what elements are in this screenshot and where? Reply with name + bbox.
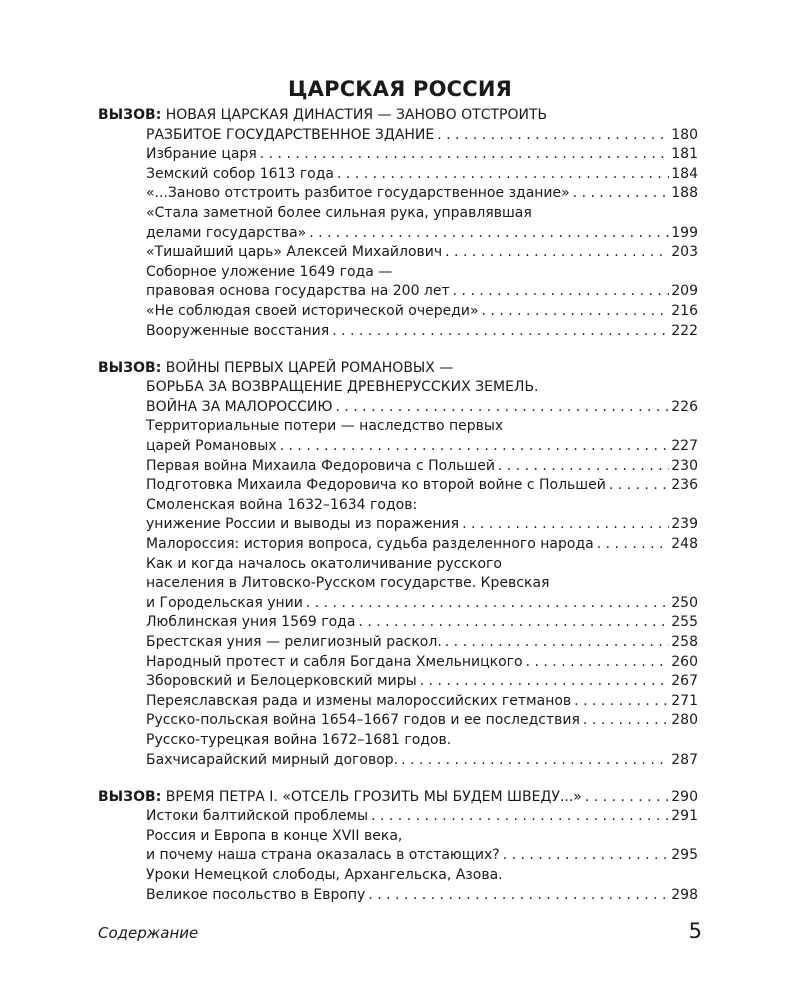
toc-entry-line [98, 653, 698, 673]
toc-page-number: 280 [671, 712, 698, 729]
toc-page-number: 203 [671, 244, 698, 261]
toc-page-number: 298 [671, 886, 698, 903]
toc-entry-line [98, 672, 698, 692]
toc-page-number: 180 [671, 126, 698, 143]
dot-leader [260, 145, 670, 165]
dot-leader [371, 807, 669, 827]
toc-entry-title: Народный протест и сабля Богдана Хмельницкого [146, 653, 523, 670]
toc-entry-line: Россия и Европа в конце XVII века, [146, 827, 403, 844]
dot-leader [401, 751, 669, 771]
toc-entry-line [98, 322, 698, 342]
toc-page-number: 271 [671, 692, 698, 709]
toc-entry-line [98, 594, 698, 614]
toc-entry-line [98, 282, 698, 302]
toc-entry-line [98, 126, 698, 146]
dot-leader [445, 633, 669, 653]
dot-leader [574, 692, 669, 712]
toc-page-number: 295 [671, 847, 698, 864]
section-heading-line [98, 378, 698, 398]
toc-entry-line [98, 457, 698, 477]
toc-page-number: 250 [671, 594, 698, 611]
toc-entry-line [98, 711, 698, 731]
toc-entry-title: Брестская уния — религиозный раскол. [146, 633, 442, 650]
toc-entry-title: Подготовка Михаила Федоровича ко второй войне с Польшей [146, 477, 606, 494]
toc-page-number: 290 [671, 788, 698, 805]
dot-leader [585, 788, 669, 808]
toc-entry-line: Как и когда началось окатоличивание русского [146, 555, 502, 572]
toc-entry-line [98, 515, 698, 535]
toc-entry-title: правовая основа государства на 200 лет [146, 283, 450, 300]
section-heading-line [98, 106, 698, 126]
toc-entry-line [98, 535, 698, 555]
toc-entry-line [98, 145, 698, 165]
challenge-label: ВЫЗОВ: [98, 107, 162, 123]
toc-page-number: 255 [671, 614, 698, 631]
toc-entry-title: Великое посольство в Европу [146, 886, 366, 903]
dot-leader [609, 476, 669, 496]
toc-page-number: 216 [671, 302, 698, 319]
dot-leader [503, 846, 670, 866]
toc-page-number: 184 [671, 165, 698, 182]
dot-leader [306, 594, 669, 614]
toc-entry-line [98, 751, 698, 771]
toc-page-number: 248 [671, 535, 698, 552]
dot-leader [335, 398, 669, 418]
toc-entry-title: Русско-польская война 1654–1667 годов и ее последствия [146, 712, 580, 729]
toc-entry-line [98, 243, 698, 263]
toc-section [98, 106, 698, 341]
toc-page-number: 230 [671, 457, 698, 474]
dot-leader [358, 613, 669, 633]
toc-page-number: 209 [671, 283, 698, 300]
dot-leader [309, 224, 669, 244]
section-heading-line [98, 359, 698, 379]
dot-leader [332, 322, 669, 342]
toc-entry-line [98, 788, 698, 808]
toc-entry-title: и почему наша страна оказалась в отстающих? [146, 847, 500, 864]
toc-page-number: 236 [671, 477, 698, 494]
challenge-label: ВЫЗОВ: [98, 788, 162, 805]
toc-page-number: 188 [671, 185, 698, 202]
toc-entry-line: Уроки Немецкой слободы, Архангельска, Азова. [146, 866, 503, 883]
toc-entry-title: царей Романовых [146, 438, 277, 454]
dot-leader [583, 711, 669, 731]
toc-entry-title: ВОЙНА ЗА МАЛОРОССИЮ [146, 398, 333, 415]
toc-entry-line [98, 886, 698, 906]
section-heading-text: БОРЬБА ЗА ВОЗВРАЩЕНИЕ ДРЕВНЕРУССКИХ ЗЕМЕЛЬ. [146, 379, 539, 396]
section-heading-text: НОВАЯ ЦАРСКАЯ ДИНАСТИЯ — ЗАНОВО ОТСТРОИТЬ [165, 107, 548, 123]
dot-leader [280, 437, 670, 457]
dot-leader [420, 672, 670, 692]
toc-page-number: 227 [671, 438, 698, 454]
toc-entry-title: Избрание царя [146, 146, 257, 163]
dot-leader [453, 282, 670, 302]
toc-entry-line [98, 184, 698, 204]
dot-leader [597, 535, 670, 555]
toc-page-number: 222 [671, 322, 698, 339]
dot-leader [482, 302, 670, 322]
toc-page-number: 258 [671, 633, 698, 650]
toc-entry-line: Соборное уложение 1649 года — [146, 263, 393, 280]
toc-entry-title: Бахчисарайский мирный договор. [146, 751, 399, 768]
toc-entry-line [98, 692, 698, 712]
toc-entry-line [98, 224, 698, 244]
toc-entry-title: Переяславская рада и измены малороссийских гетманов [146, 692, 572, 709]
toc-page-number: 260 [671, 653, 698, 670]
toc-entry-title: Вооруженные восстания [146, 322, 330, 339]
toc-entry-line [98, 807, 698, 827]
dot-leader [462, 515, 669, 535]
toc-entry-title: «Тишайший царь» Алексей Михайлович [146, 244, 443, 261]
toc-entry-title: Малороссия: история вопроса, судьба разделенного народа [146, 535, 594, 552]
page-title: ЦАРСКАЯ РОССИЯ [287, 77, 513, 101]
dot-leader [526, 653, 670, 673]
toc-section [98, 359, 698, 770]
challenge-label: ВЫЗОВ: [98, 359, 162, 376]
dot-leader [445, 243, 669, 263]
toc-page-number: 226 [671, 398, 698, 415]
toc-entry-line [98, 165, 698, 185]
toc-entry-line: Смоленская война 1632–1634 годов: [146, 496, 418, 513]
toc-entry-line: Территориальные потери — наследство первых [146, 418, 504, 435]
toc-page-number: 291 [671, 808, 698, 825]
dot-leader [368, 886, 669, 906]
toc-entry-title: РАЗБИТОЕ ГОСУДАРСТВЕННОЕ ЗДАНИЕ [146, 126, 435, 143]
toc-entry-title: ВРЕМЯ ПЕТРА I. «ОТСЕЛЬ ГРОЗИТЬ МЫ БУДЕМ ШВЕДУ...» [165, 788, 582, 805]
toc-page-number: 287 [671, 751, 698, 768]
table-of-contents [98, 106, 698, 905]
toc-section [98, 788, 698, 906]
toc-entry-line [98, 633, 698, 653]
toc-page-number: 199 [671, 224, 698, 241]
toc-entry-line [98, 437, 698, 457]
toc-entry-title: «...Заново отстроить разбитое государственное здание» [146, 185, 570, 202]
toc-entry-line [98, 302, 698, 322]
toc-page-number: 239 [671, 516, 698, 533]
running-footer: Содержание [98, 924, 199, 942]
toc-entry-title: Люблинская уния 1569 года [146, 614, 356, 631]
toc-entry-title: Истоки балтийской проблемы [146, 808, 369, 825]
toc-entry-title: Зборовский и Белоцерковский миры [146, 673, 417, 690]
toc-entry-line [98, 846, 698, 866]
page-number: 5 [688, 919, 702, 943]
toc-entry-line: населения в Литовско-Русском государстве. Кревская [146, 575, 550, 592]
toc-entry-line: «Стала заметной более сильная рука, управлявшая [146, 204, 532, 221]
dot-leader [498, 457, 669, 477]
toc-entry-title: Первая война Михаила Федоровича с Польшей [146, 457, 495, 474]
toc-entry-title: «Не соблюдая своей исторической очереди» [146, 302, 479, 319]
section-heading-text: ВОЙНЫ ПЕРВЫХ ЦАРЕЙ РОМАНОВЫХ — [165, 359, 454, 376]
toc-entry-line [98, 613, 698, 633]
dot-leader [437, 126, 669, 146]
dot-leader [337, 165, 669, 185]
toc-entry-title: делами государства» [146, 224, 307, 241]
toc-entry-title: унижение России и выводы из поражения [146, 516, 460, 533]
toc-entry-title: Земский собор 1613 года [146, 165, 335, 182]
dot-leader [573, 184, 670, 204]
toc-entry-line [98, 398, 698, 418]
toc-entry-line [98, 476, 698, 496]
toc-page-number: 181 [671, 146, 698, 163]
toc-entry-line: Русско-турецкая война 1672–1681 годов. [146, 731, 452, 748]
toc-page-number: 267 [671, 673, 698, 690]
toc-entry-title: и Городельская унии [146, 594, 303, 611]
